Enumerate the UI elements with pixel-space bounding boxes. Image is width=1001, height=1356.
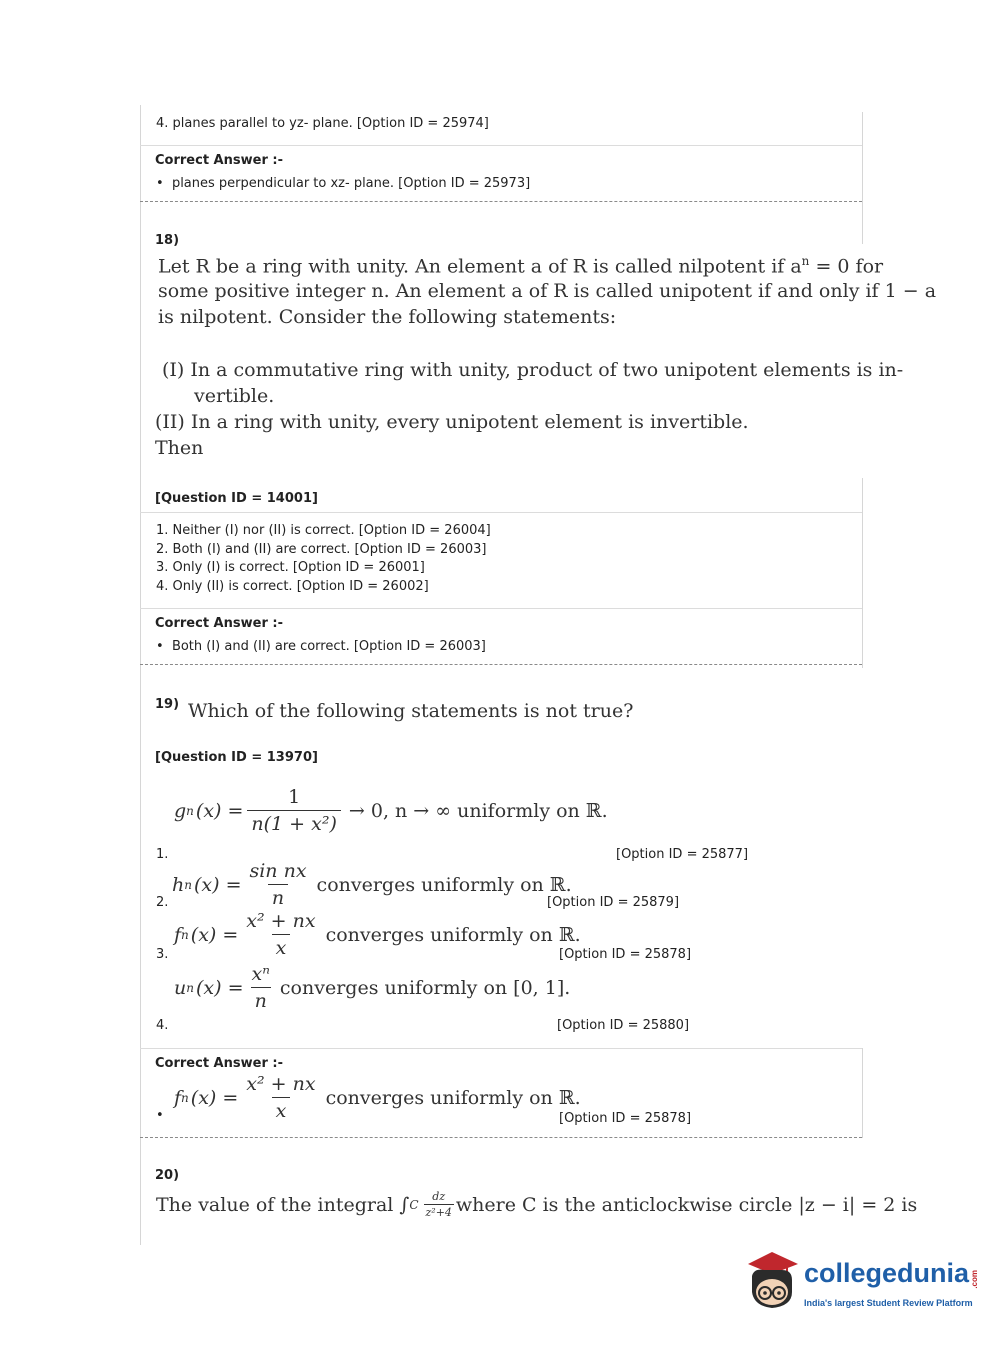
q17-correct-answer-text: planes perpendicular to xz- plane. [Option ID = 25973] xyxy=(171,176,531,191)
q18-statement-1-line1: (I) In a commutative ring with unity, product of two unipotent elements is in- xyxy=(162,359,904,381)
q18-option-1: 1. Neither (I) nor (II) is correct. [Option ID = 26004] xyxy=(156,523,491,538)
q19-correct-answer-id: [Option ID = 25878] xyxy=(559,1111,692,1126)
q19-opt2-lhs: h xyxy=(172,873,185,896)
q19-option-1-id: [Option ID = 25877] xyxy=(616,847,749,862)
q19-option-2-id: [Option ID = 25879] xyxy=(547,895,680,910)
q19-opt3-sub: n xyxy=(181,927,189,942)
brand-logo[interactable] xyxy=(742,1248,980,1318)
q18-options-divider xyxy=(140,512,862,513)
q19-ans-numerator: x² + nx xyxy=(246,1073,316,1095)
q19-correct-label: Correct Answer :- xyxy=(155,1056,283,1071)
q17-correct-answer: • planes perpendicular to xz- plane. [Option ID = 25973] xyxy=(156,176,531,191)
q19-option-3-number: 3. xyxy=(156,947,169,962)
q19-opt1-tail: → 0, n → ∞ uniformly on ℝ. xyxy=(348,799,608,822)
q17-end-rule xyxy=(140,201,862,202)
q19-opt1-denominator: n(1 + x²) xyxy=(247,810,340,835)
q20-frac-num: dz xyxy=(432,1190,446,1203)
q19-ans-lhs: f xyxy=(174,1086,182,1109)
q19-correct-bullet: • xyxy=(156,1108,164,1123)
q19-opt1-numerator: 1 xyxy=(288,786,301,808)
q19-ans-denominator: x xyxy=(272,1097,291,1122)
q20-fraction xyxy=(424,1190,454,1219)
q19-opt2-sub: n xyxy=(184,877,192,892)
q19-opt3-arg: (x) = xyxy=(190,923,239,946)
q19-opt1-arg: (x) = xyxy=(195,799,244,822)
q18-correct-answer: • Both (I) and (II) are correct. [Option ID = 26003] xyxy=(156,639,486,654)
q18-question-id: [Question ID = 14001] xyxy=(155,491,318,506)
q20-frac-den: z²+4 xyxy=(425,1206,452,1219)
brand-name-text: collegedunia xyxy=(804,1258,970,1288)
q18-end-rule xyxy=(140,664,862,665)
q19-option-4-id: [Option ID = 25880] xyxy=(557,1018,690,1033)
q19-opt2-numerator: sin nx xyxy=(249,860,307,882)
q17-correct-label: Correct Answer :- xyxy=(155,153,283,168)
q19-opt4-arg: (x) = xyxy=(195,976,244,999)
q17-option-4: 4. planes parallel to yz- plane. [Option ID = 25974] xyxy=(156,116,489,131)
q19-opt1-lhs: g xyxy=(174,799,187,822)
q19-ans-tail: converges uniformly on ℝ. xyxy=(325,1086,581,1109)
brand-name xyxy=(804,1258,979,1289)
q19-opt4-sub: n xyxy=(186,980,194,995)
q19-opt3-denominator: x xyxy=(272,934,291,959)
q19-opt3-numerator: x² + nx xyxy=(246,910,316,932)
q19-opt4-lhs: u xyxy=(174,976,187,999)
q19-ans-sub: n xyxy=(181,1090,189,1105)
frame-left-line xyxy=(140,105,141,1245)
q19-ans-fraction xyxy=(242,1073,319,1122)
q19-opt4-denominator: n xyxy=(251,987,271,1012)
q18-number: 18) xyxy=(155,233,180,248)
q19-opt3-tail: converges uniformly on ℝ. xyxy=(325,923,581,946)
q18-stem-sup: n xyxy=(801,254,810,268)
q18-stem-line1 xyxy=(158,254,883,277)
q18-stem-line3: is nilpotent. Consider the following statements: xyxy=(158,306,617,328)
q19-option-4-formula xyxy=(174,963,570,1012)
q18-answer-divider xyxy=(140,608,862,609)
frame-right-line-low xyxy=(862,1048,863,1138)
q20-number: 20) xyxy=(155,1168,180,1183)
q19-correct-answer-formula xyxy=(174,1073,581,1122)
q19-option-1-number: 1. xyxy=(156,847,169,862)
q19-opt2-fraction xyxy=(245,860,310,909)
q19-opt1-fraction xyxy=(247,786,340,835)
q20-stem-end: where C is the anticlockwise circle |z − i| = 2 is xyxy=(455,1193,918,1216)
q18-then: Then xyxy=(155,437,204,459)
q18-correct-answer-text: Both (I) and (II) are correct. [Option ID = 26003] xyxy=(171,639,486,654)
q19-stem: Which of the following statements is not true? xyxy=(188,700,634,722)
q20-stem-sub: C xyxy=(409,1197,419,1212)
q19-option-2-formula xyxy=(172,860,572,909)
q19-number: 19) xyxy=(155,697,180,712)
q19-opt1-sub: n xyxy=(186,803,194,818)
brand-tagline: India's largest Student Review Platform xyxy=(804,1298,973,1308)
q19-opt2-denominator: n xyxy=(268,884,288,909)
q19-opt2-arg: (x) = xyxy=(193,873,242,896)
q19-opt4-numerator: xⁿ xyxy=(251,963,270,985)
q18-stem-line1-text: Let R be a ring with unity. An element a of R is called nilpotent if a xyxy=(158,255,802,278)
q19-opt2-tail: converges uniformly on ℝ. xyxy=(316,873,572,896)
q19-opt4-tail: converges uniformly on [0, 1]. xyxy=(279,976,571,999)
q19-opt3-lhs: f xyxy=(174,923,182,946)
q19-opt4-fraction xyxy=(247,963,273,1012)
q19-option-2-number: 2. xyxy=(156,895,169,910)
q18-correct-label: Correct Answer :- xyxy=(155,616,283,631)
q18-stem-line1-end: = 0 for xyxy=(809,255,884,278)
q18-statement-2: (II) In a ring with unity, every unipotent element is invertible. xyxy=(155,411,749,433)
frame-right-line-mid xyxy=(862,478,863,668)
mascot-icon xyxy=(742,1248,804,1318)
brand-tld: .com xyxy=(970,1270,980,1289)
q19-question-id: [Question ID = 13970] xyxy=(155,750,318,765)
q18-option-3: 3. Only (I) is correct. [Option ID = 26001] xyxy=(156,560,425,575)
q19-answer-divider xyxy=(140,1048,862,1049)
q20-stem xyxy=(156,1190,917,1219)
q19-end-rule xyxy=(140,1137,862,1138)
q19-option-1-formula xyxy=(174,786,608,835)
q18-option-2: 2. Both (I) and (II) are correct. [Option ID = 26003] xyxy=(156,542,487,557)
q19-option-3-id: [Option ID = 25878] xyxy=(559,947,692,962)
q18-statement-1-line2: vertible. xyxy=(194,385,275,407)
q18-option-4: 4. Only (II) is correct. [Option ID = 26002] xyxy=(156,579,429,594)
q19-option-4-number: 4. xyxy=(156,1018,169,1033)
q17-divider xyxy=(140,145,862,146)
q19-option-3-formula xyxy=(174,910,581,959)
q19-opt3-fraction xyxy=(242,910,319,959)
q19-ans-arg: (x) = xyxy=(190,1086,239,1109)
q18-stem-line2: some positive integer n. An element a of R is called unipotent if and only if 1 − a xyxy=(158,280,937,302)
q20-stem-start: The value of the integral ∫ xyxy=(156,1193,410,1216)
frame-right-line-top xyxy=(862,112,863,244)
